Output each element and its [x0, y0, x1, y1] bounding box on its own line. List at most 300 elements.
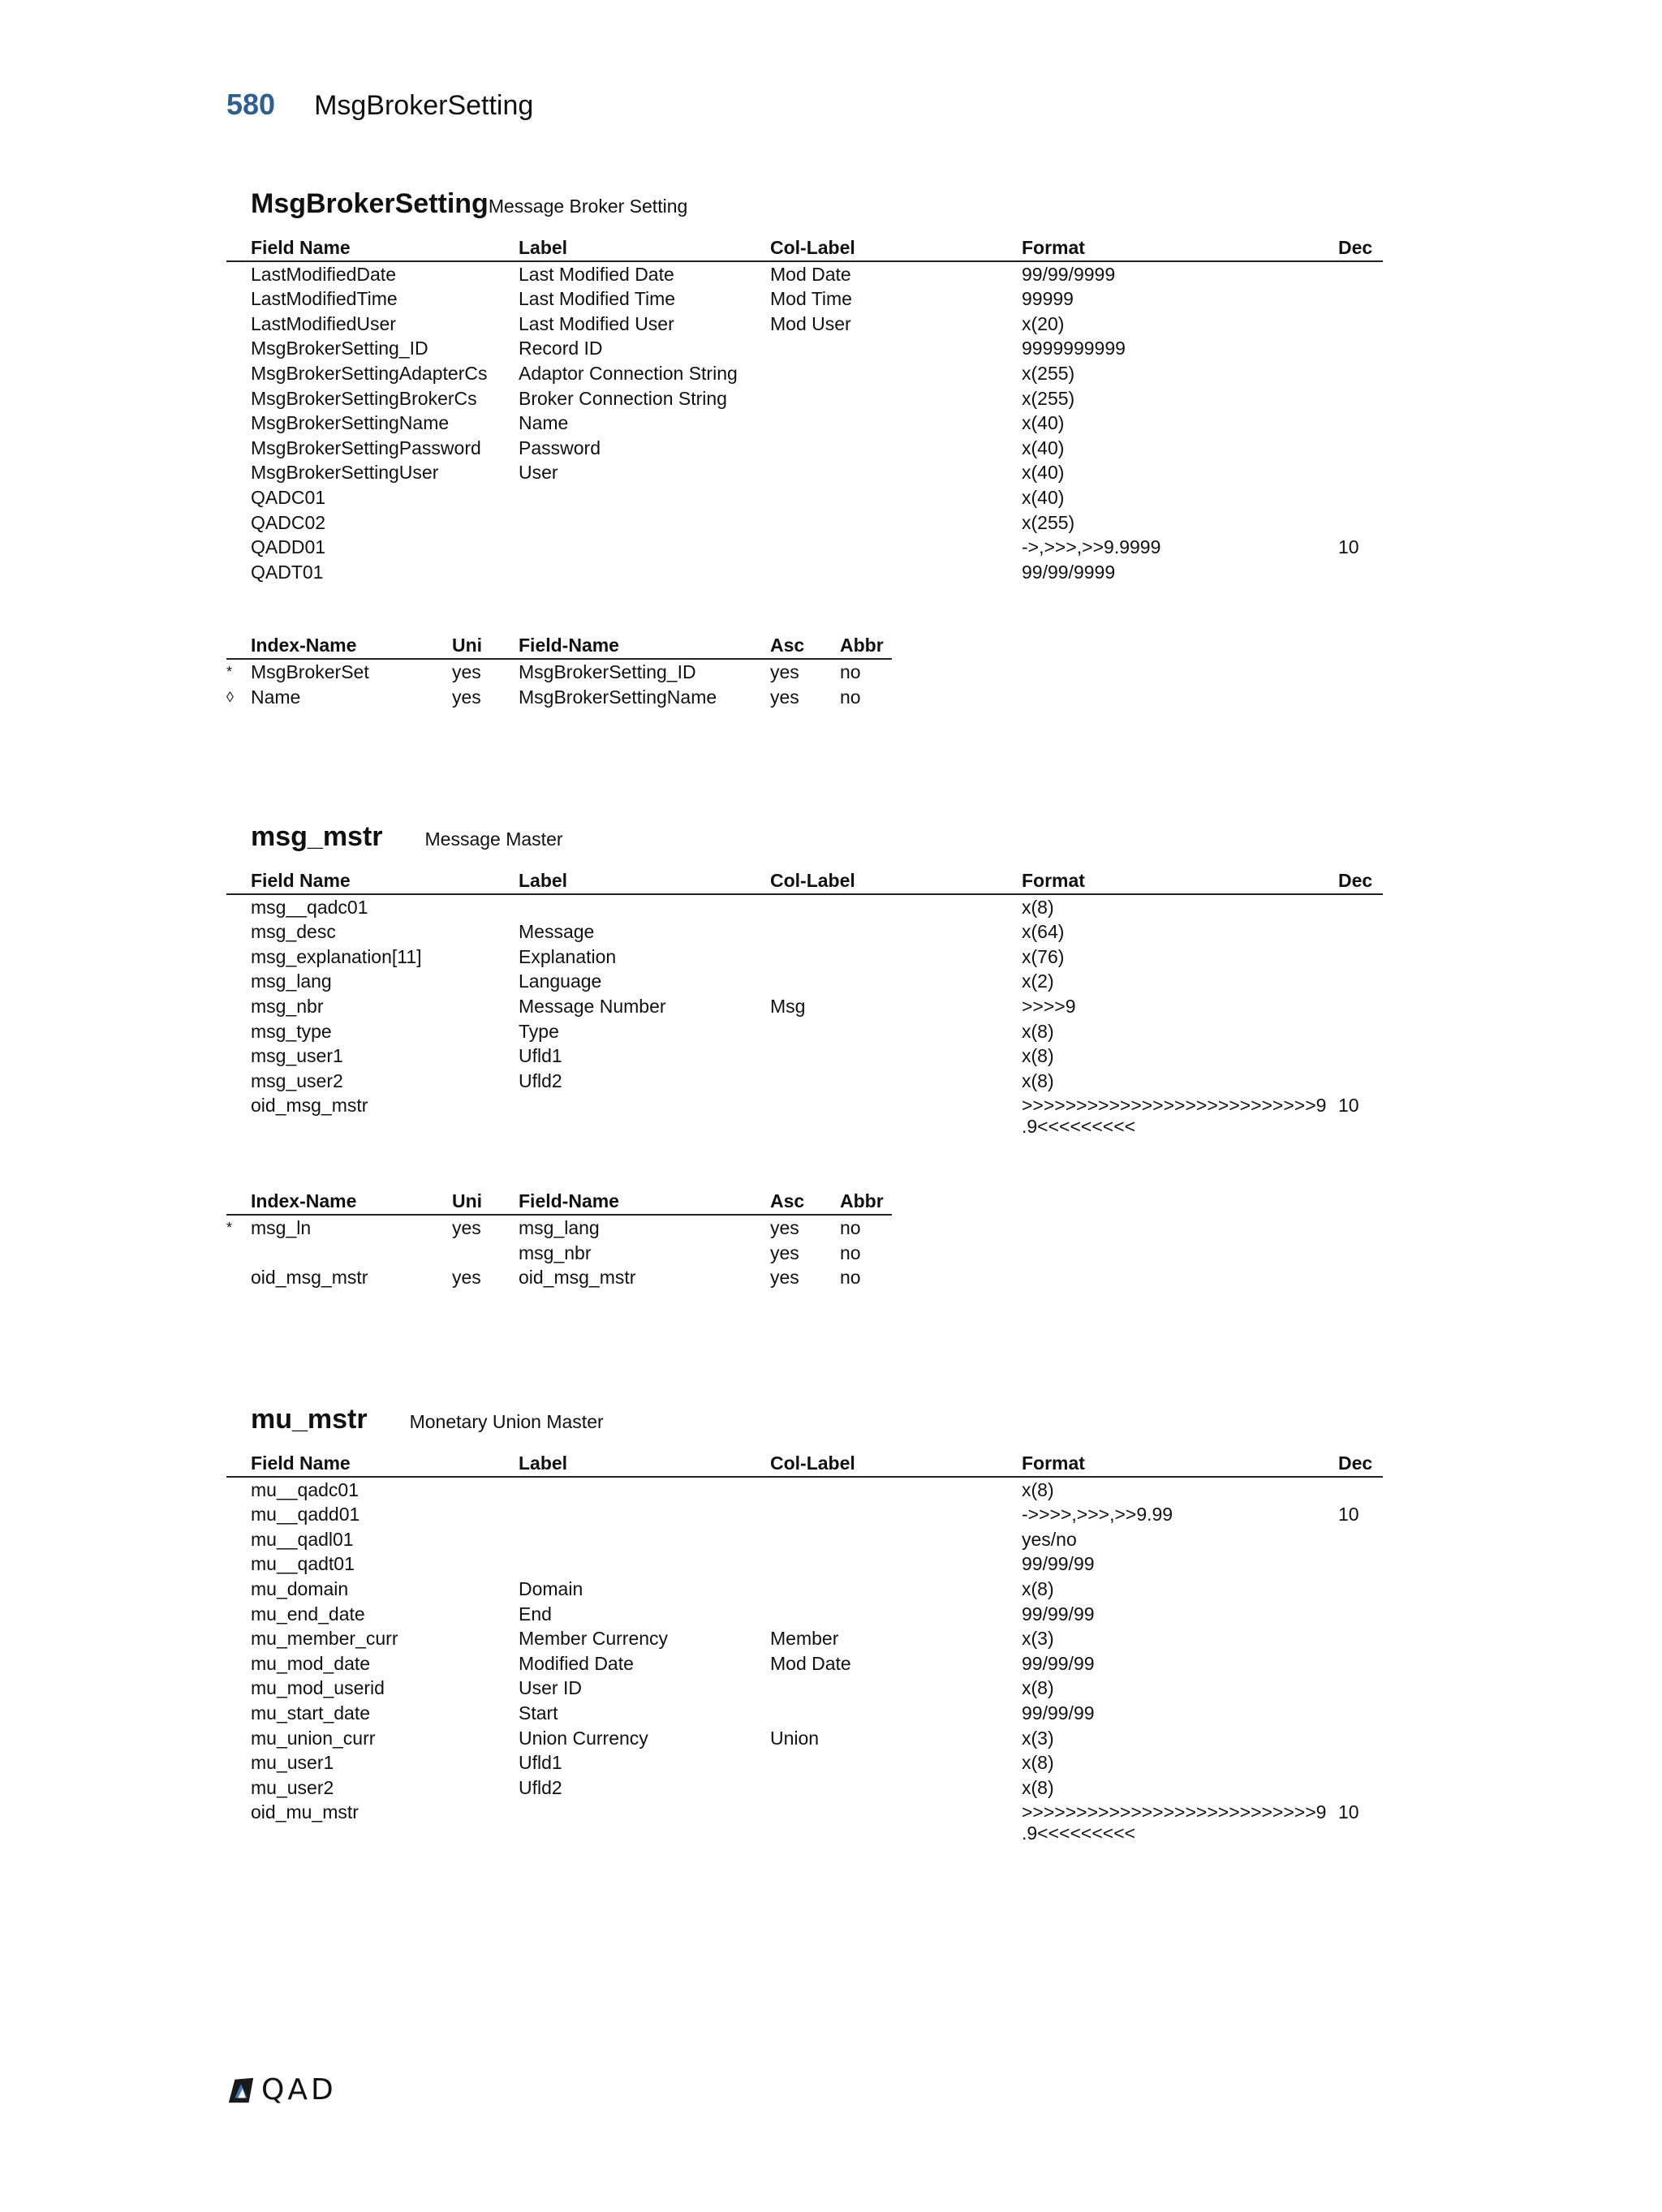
- field-cell: [1338, 510, 1383, 536]
- field-cell: MsgBrokerSettingBrokerCs: [251, 387, 477, 409]
- field-row: [226, 560, 1383, 585]
- field-cell: MsgBrokerSettingUser: [251, 462, 439, 484]
- field-cell: [1338, 1701, 1383, 1726]
- field-cell: User: [519, 462, 558, 484]
- field-row: [226, 919, 1383, 945]
- index-cell: yes: [770, 1267, 799, 1289]
- index-marker: *: [226, 663, 233, 680]
- index-cell: no: [840, 1242, 861, 1263]
- field-cell: mu_end_date: [251, 1603, 365, 1625]
- field-cell: Type: [519, 1020, 559, 1042]
- index-cell: [251, 1241, 452, 1266]
- qad-logo: [226, 2073, 337, 2107]
- field-cell: >>>>>>>>>>>>>>>>>>>>>>>>>>>9 .9<<<<<<<<<: [1022, 1801, 1327, 1844]
- field-cell: Union Currency: [519, 1727, 648, 1749]
- field-row: [226, 336, 1383, 361]
- field-cell: [1338, 945, 1383, 970]
- header-spacer: [226, 868, 251, 893]
- field-cell: [770, 460, 1022, 485]
- field-cell: mu_domain: [251, 1577, 349, 1599]
- field-cell: Broker Connection String: [519, 387, 727, 409]
- field-cell: [1338, 1478, 1383, 1503]
- field-cell: x(255): [1022, 387, 1075, 409]
- header-spacer: [226, 1189, 251, 1214]
- field-cell: Msg: [770, 995, 806, 1017]
- index-cell: msg_ln: [251, 1216, 312, 1238]
- row-marker: [226, 436, 251, 461]
- field-cell: QADD01: [251, 536, 326, 558]
- field-row: [226, 1502, 1383, 1527]
- row-marker: [226, 510, 251, 536]
- field-cell: mu_user1: [251, 1752, 334, 1774]
- field-cell: [519, 535, 770, 560]
- row-marker: [226, 286, 251, 312]
- index-marker: *: [226, 1219, 233, 1236]
- field-cell: Explanation: [519, 945, 617, 967]
- field-row: [226, 1750, 1383, 1775]
- field-cell: mu__qadt01: [251, 1553, 355, 1575]
- field-cell: 9999999999: [1022, 338, 1126, 359]
- field-cell: [519, 1800, 770, 1847]
- header-spacer: [226, 633, 251, 658]
- field-cell: 10: [1338, 1801, 1359, 1823]
- field-cell: [1338, 361, 1383, 386]
- field-cell: LastModifiedTime: [251, 288, 398, 310]
- field-cell: x(8): [1022, 1478, 1054, 1500]
- field-cell: [1338, 485, 1383, 510]
- index-header-cell: Uni: [452, 1190, 483, 1212]
- field-cell: x(8): [1022, 896, 1054, 918]
- table-title-row: [226, 821, 1383, 854]
- index-cell: no: [840, 1216, 861, 1238]
- field-cell: User ID: [519, 1677, 582, 1699]
- row-marker: [226, 1676, 251, 1701]
- row-marker: [226, 1701, 251, 1726]
- table-name: MsgBrokerSetting: [251, 188, 489, 219]
- index-cell: no: [840, 1267, 861, 1289]
- field-cell: [770, 1093, 1022, 1140]
- field-row: [226, 485, 1383, 510]
- index-cell: no: [840, 661, 861, 682]
- field-cell: [1338, 262, 1383, 287]
- field-cell: [770, 1577, 1022, 1602]
- field-cell: [1338, 1726, 1383, 1751]
- row-marker: [226, 1577, 251, 1602]
- field-row: [226, 460, 1383, 485]
- field-row: [226, 1069, 1383, 1094]
- index-header-cell: Index-Name: [251, 1190, 357, 1212]
- field-cell: Ufld2: [519, 1776, 562, 1798]
- index-row: [226, 1241, 892, 1266]
- field-cell: [1338, 1527, 1383, 1552]
- index-cell: yes: [770, 661, 799, 682]
- field-row: [226, 1726, 1383, 1751]
- index-row: [226, 685, 892, 710]
- row-marker: [226, 535, 251, 560]
- field-row: [226, 994, 1383, 1019]
- field-cell: 10: [1338, 1095, 1359, 1117]
- field-cell: [1338, 336, 1383, 361]
- index-marker: ◊: [226, 688, 234, 705]
- field-row: [226, 1602, 1383, 1627]
- row-marker: [226, 994, 251, 1019]
- field-cell: [770, 895, 1022, 920]
- field-cell: x(8): [1022, 1577, 1054, 1599]
- field-header-cell: Label: [519, 870, 568, 891]
- field-header-cell: Col-Label: [770, 237, 855, 258]
- field-row: [226, 1775, 1383, 1801]
- field-cell: x(3): [1022, 1628, 1054, 1650]
- field-cell: [1338, 1676, 1383, 1701]
- field-cell: Language: [519, 970, 602, 992]
- page-title: MsgBrokerSetting: [314, 90, 534, 121]
- field-cell: [770, 386, 1022, 411]
- row-marker: [226, 895, 251, 920]
- index-marker: [226, 1241, 251, 1266]
- row-marker: [226, 1651, 251, 1676]
- field-cell: msg_desc: [251, 921, 336, 943]
- index-header-cell: Asc: [770, 1190, 805, 1212]
- field-cell: >>>>>>>>>>>>>>>>>>>>>>>>>>>9 .9<<<<<<<<<: [1022, 1095, 1327, 1138]
- field-cell: MsgBrokerSettingAdapterCs: [251, 362, 488, 384]
- field-cell: Ufld2: [519, 1069, 562, 1091]
- field-header-cell: Dec: [1338, 237, 1373, 258]
- field-cell: [519, 1502, 770, 1527]
- field-cell: [770, 969, 1022, 994]
- field-cell: [1338, 312, 1383, 337]
- field-cell: yes/no: [1022, 1528, 1077, 1550]
- header-spacer: [226, 1451, 251, 1476]
- field-cell: [770, 1676, 1022, 1701]
- field-cell: [1338, 1750, 1383, 1775]
- field-cell: [519, 895, 770, 920]
- field-row: [226, 1093, 1383, 1140]
- field-cell: [770, 535, 1022, 560]
- field-cell: [770, 1800, 1022, 1847]
- row-marker: [226, 1800, 251, 1847]
- field-cell: x(64): [1022, 921, 1065, 943]
- row-marker: [226, 1551, 251, 1577]
- index-header-cell: Uni: [452, 635, 483, 656]
- index-cell: yes: [452, 686, 481, 708]
- field-cell: [770, 1527, 1022, 1552]
- table-name: mu_mstr: [251, 1404, 368, 1435]
- field-cell: 99/99/99: [1022, 1553, 1095, 1575]
- field-cell: QADT01: [251, 561, 324, 583]
- index-table-header: [226, 1189, 892, 1216]
- field-cell: [1338, 1626, 1383, 1651]
- field-cell: x(76): [1022, 945, 1065, 967]
- field-cell: 99/99/99: [1022, 1652, 1095, 1674]
- index-table-header: [226, 633, 892, 660]
- field-cell: x(8): [1022, 1069, 1054, 1091]
- field-cell: [519, 560, 770, 585]
- field-cell: Domain: [519, 1577, 583, 1599]
- field-cell: Member: [770, 1628, 839, 1650]
- field-cell: >>>>9: [1022, 995, 1076, 1017]
- field-cell: [1338, 994, 1383, 1019]
- table-title-row: [226, 1404, 1383, 1436]
- field-cell: Record ID: [519, 338, 603, 359]
- field-cell: Message Number: [519, 995, 666, 1017]
- field-cell: [519, 485, 770, 510]
- field-row: [226, 969, 1383, 994]
- field-row: [226, 1551, 1383, 1577]
- row-marker: [226, 1726, 251, 1751]
- page-number: 580: [226, 88, 276, 121]
- index-header-cell: Field-Name: [519, 635, 619, 656]
- field-cell: [770, 1551, 1022, 1577]
- row-marker: [226, 919, 251, 945]
- row-marker: [226, 336, 251, 361]
- field-header-cell: Col-Label: [770, 1452, 855, 1474]
- field-table-header: [226, 1451, 1383, 1478]
- field-cell: [1338, 895, 1383, 920]
- field-cell: msg_type: [251, 1020, 332, 1042]
- field-cell: [770, 1701, 1022, 1726]
- field-header-cell: Format: [1022, 870, 1085, 891]
- field-cell: [1338, 436, 1383, 461]
- field-cell: Mod Date: [770, 1652, 851, 1674]
- field-cell: msg_nbr: [251, 995, 324, 1017]
- field-cell: 99/99/99: [1022, 1603, 1095, 1625]
- field-row: [226, 411, 1383, 436]
- field-header-cell: Dec: [1338, 870, 1373, 891]
- index-row: [226, 1216, 892, 1241]
- field-header-cell: Label: [519, 1452, 568, 1474]
- field-cell: 10: [1338, 536, 1359, 558]
- field-cell: Modified Date: [519, 1652, 634, 1674]
- row-marker: [226, 560, 251, 585]
- field-row: [226, 1019, 1383, 1044]
- index-cell: oid_msg_mstr: [519, 1267, 636, 1289]
- field-table-header: [226, 235, 1383, 262]
- index-marker: [226, 1265, 251, 1290]
- table-name: msg_mstr: [251, 821, 383, 852]
- field-header-cell: Col-Label: [770, 870, 855, 891]
- field-cell: Member Currency: [519, 1628, 669, 1650]
- field-cell: Name: [519, 412, 569, 434]
- row-marker: [226, 1602, 251, 1627]
- field-cell: Last Modified Date: [519, 263, 674, 285]
- field-cell: 99999: [1022, 288, 1074, 310]
- row-marker: [226, 1019, 251, 1044]
- index-cell: yes: [452, 661, 481, 682]
- field-cell: msg_user1: [251, 1045, 343, 1067]
- field-row: [226, 361, 1383, 386]
- field-cell: [1338, 969, 1383, 994]
- index-cell: yes: [452, 1267, 481, 1289]
- field-cell: [770, 1478, 1022, 1503]
- field-cell: x(20): [1022, 312, 1065, 334]
- field-row: [226, 945, 1383, 970]
- field-cell: mu_start_date: [251, 1702, 371, 1724]
- field-cell: [770, 1044, 1022, 1069]
- index-header-cell: Index-Name: [251, 635, 357, 656]
- qad-logo-icon: [226, 2075, 256, 2106]
- index-cell: yes: [770, 1242, 799, 1263]
- field-cell: [1338, 1551, 1383, 1577]
- field-table: [226, 868, 1383, 1140]
- header-spacer: [226, 235, 251, 260]
- field-cell: [1338, 560, 1383, 585]
- row-marker: [226, 386, 251, 411]
- field-row: [226, 510, 1383, 536]
- index-cell: oid_msg_mstr: [251, 1267, 368, 1289]
- field-header-cell: Label: [519, 237, 568, 258]
- field-cell: x(8): [1022, 1776, 1054, 1798]
- field-cell: x(2): [1022, 970, 1054, 992]
- field-cell: [519, 1551, 770, 1577]
- table-section-mu-mstr: [226, 1404, 1383, 1847]
- field-cell: [1338, 411, 1383, 436]
- field-cell: x(40): [1022, 412, 1065, 434]
- field-row: [226, 1626, 1383, 1651]
- index-header-cell: Asc: [770, 635, 805, 656]
- index-cell: msg_nbr: [519, 1242, 592, 1263]
- row-marker: [226, 1044, 251, 1069]
- row-marker: [226, 1626, 251, 1651]
- field-cell: [770, 1019, 1022, 1044]
- field-cell: [1338, 1577, 1383, 1602]
- field-cell: QADC02: [251, 511, 326, 533]
- index-cell: MsgBrokerSet: [251, 661, 369, 682]
- field-cell: [770, 411, 1022, 436]
- field-cell: x(8): [1022, 1020, 1054, 1042]
- field-cell: [1338, 1069, 1383, 1094]
- field-cell: [1338, 1019, 1383, 1044]
- field-cell: [1338, 1044, 1383, 1069]
- row-marker: [226, 312, 251, 337]
- field-row: [226, 1651, 1383, 1676]
- field-table: [226, 235, 1383, 584]
- field-header-cell: Dec: [1338, 1452, 1373, 1474]
- field-row: [226, 535, 1383, 560]
- field-cell: [1338, 460, 1383, 485]
- field-row: [226, 436, 1383, 461]
- table-description: Message Master: [424, 828, 563, 850]
- page-header: [226, 88, 533, 122]
- field-cell: x(3): [1022, 1727, 1054, 1749]
- field-cell: Start: [519, 1702, 558, 1724]
- field-cell: mu__qadc01: [251, 1478, 359, 1500]
- field-cell: x(255): [1022, 362, 1075, 384]
- field-cell: x(40): [1022, 462, 1065, 484]
- field-cell: LastModifiedUser: [251, 312, 396, 334]
- field-row: [226, 1800, 1383, 1847]
- index-cell: no: [840, 686, 861, 708]
- table-description: Monetary Union Master: [409, 1411, 604, 1432]
- field-row: [226, 1577, 1383, 1602]
- field-cell: [770, 1502, 1022, 1527]
- field-cell: mu__qadd01: [251, 1504, 360, 1526]
- index-cell: msg_lang: [519, 1216, 600, 1238]
- field-cell: [770, 1750, 1022, 1775]
- field-cell: [770, 510, 1022, 536]
- field-cell: Password: [519, 437, 601, 458]
- field-cell: Adaptor Connection String: [519, 362, 738, 384]
- row-marker: [226, 1527, 251, 1552]
- field-cell: x(255): [1022, 511, 1075, 533]
- row-marker: [226, 1093, 251, 1140]
- index-row: [226, 1265, 892, 1290]
- row-marker: [226, 969, 251, 994]
- field-cell: Ufld1: [519, 1752, 562, 1774]
- row-marker: [226, 262, 251, 287]
- field-row: [226, 262, 1383, 287]
- field-cell: [770, 1602, 1022, 1627]
- field-row: [226, 286, 1383, 312]
- row-marker: [226, 411, 251, 436]
- field-header-cell: Format: [1022, 1452, 1085, 1474]
- row-marker: [226, 1478, 251, 1503]
- field-cell: Last Modified User: [519, 312, 674, 334]
- field-cell: ->>>>,>>>,>>9.99: [1022, 1504, 1173, 1526]
- field-cell: QADC01: [251, 486, 326, 508]
- row-marker: [226, 1775, 251, 1801]
- field-cell: [770, 1069, 1022, 1094]
- field-cell: msg__qadc01: [251, 896, 368, 918]
- index-table: [226, 633, 892, 709]
- field-cell: [519, 1093, 770, 1140]
- row-marker: [226, 945, 251, 970]
- field-cell: x(40): [1022, 486, 1065, 508]
- field-cell: [1338, 286, 1383, 312]
- field-cell: MsgBrokerSettingPassword: [251, 437, 481, 458]
- table-title-row: [226, 188, 1383, 221]
- field-row: [226, 895, 1383, 920]
- field-table: [226, 1451, 1383, 1847]
- field-row: [226, 386, 1383, 411]
- field-cell: mu_mod_userid: [251, 1677, 385, 1699]
- index-cell: yes: [770, 686, 799, 708]
- field-cell: Last Modified Time: [519, 288, 676, 310]
- field-header-cell: Field Name: [251, 870, 351, 891]
- field-cell: 99/99/99: [1022, 1702, 1095, 1724]
- field-row: [226, 1527, 1383, 1552]
- field-cell: [519, 1527, 770, 1552]
- field-cell: x(40): [1022, 437, 1065, 458]
- field-cell: msg_explanation[11]: [251, 945, 422, 967]
- field-cell: Mod Date: [770, 263, 851, 285]
- field-header-cell: Field Name: [251, 1452, 351, 1474]
- row-marker: [226, 460, 251, 485]
- field-row: [226, 1701, 1383, 1726]
- field-cell: Ufld1: [519, 1045, 562, 1067]
- field-cell: 99/99/9999: [1022, 561, 1116, 583]
- field-cell: [1338, 386, 1383, 411]
- field-header-cell: Field Name: [251, 237, 351, 258]
- field-cell: [1338, 1651, 1383, 1676]
- index-cell: yes: [770, 1216, 799, 1238]
- index-header-cell: Abbr: [840, 1190, 884, 1212]
- field-cell: Mod User: [770, 312, 851, 334]
- field-table-header: [226, 868, 1383, 895]
- index-header-cell: Field-Name: [519, 1190, 619, 1212]
- field-cell: [1338, 1775, 1383, 1801]
- field-cell: [1338, 919, 1383, 945]
- table-section-msgbrokersetting: [226, 188, 1383, 709]
- field-cell: x(8): [1022, 1752, 1054, 1774]
- field-cell: mu_user2: [251, 1776, 334, 1798]
- row-marker: [226, 1502, 251, 1527]
- index-row: [226, 660, 892, 685]
- field-row: [226, 1478, 1383, 1503]
- field-cell: [770, 336, 1022, 361]
- table-description: Message Broker Setting: [488, 196, 688, 217]
- index-cell: yes: [452, 1216, 481, 1238]
- field-cell: ->,>>>,>>9.9999: [1022, 536, 1161, 558]
